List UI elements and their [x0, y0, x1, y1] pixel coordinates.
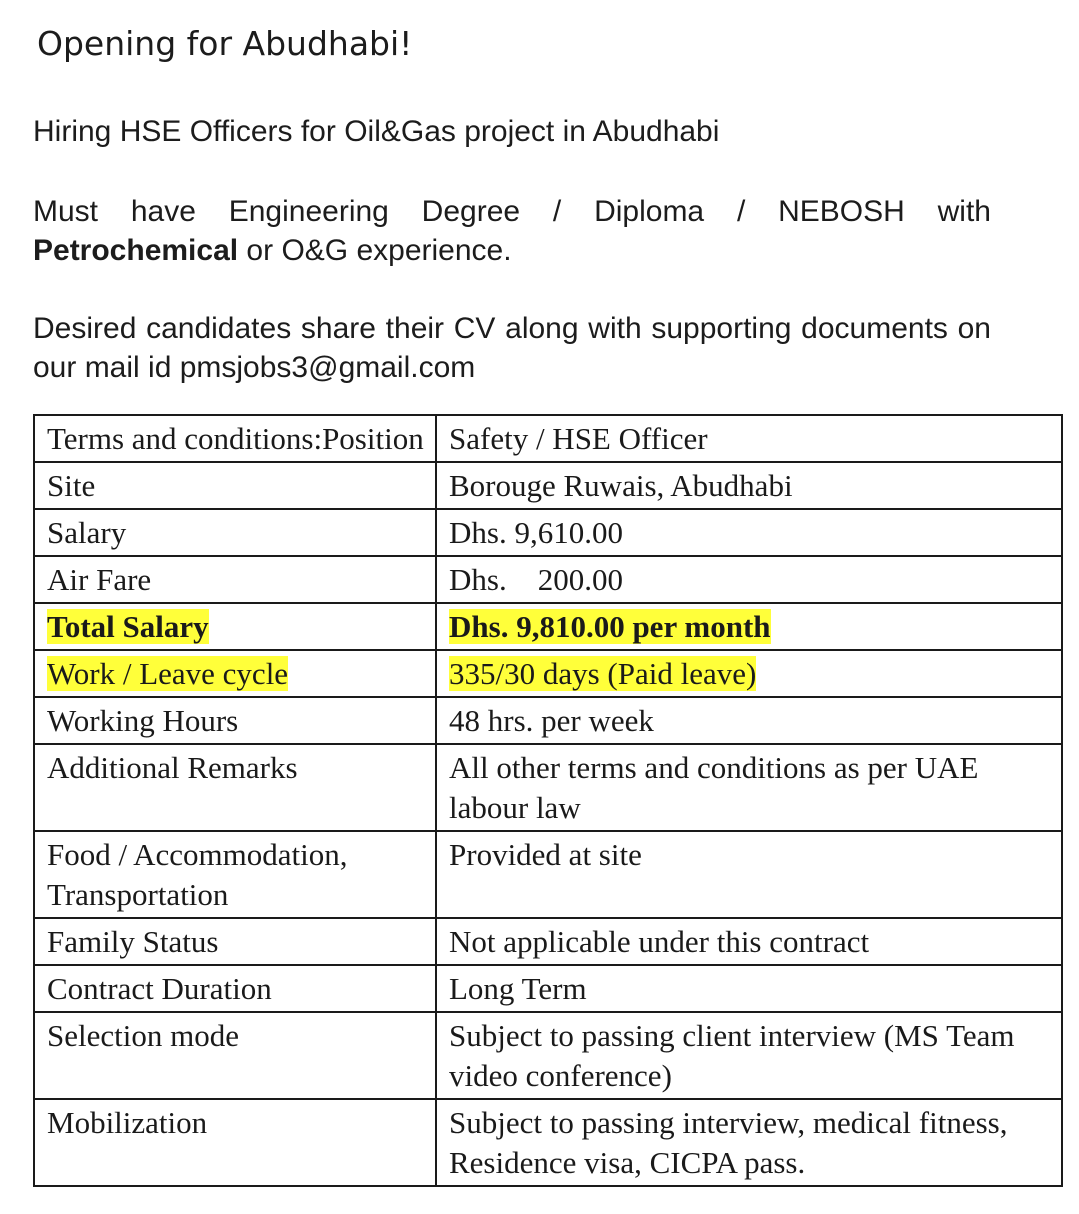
table-row	[34, 415, 1062, 462]
term-value: Dhs. 9,810.00 per month	[449, 609, 771, 644]
term-label-cell	[34, 1099, 436, 1186]
terms-table	[33, 414, 1063, 1187]
term-value-cell	[436, 603, 1062, 650]
term-value: Subject to passing client interview (MS Team video conference)	[449, 1018, 1015, 1093]
term-label-cell	[34, 556, 436, 603]
term-value-cell	[436, 1099, 1062, 1186]
table-row	[34, 697, 1062, 744]
term-label: Food / Accommodation, Transportation	[47, 837, 348, 912]
term-value-cell	[436, 556, 1062, 603]
term-value: Not applicable under this contract	[449, 924, 870, 959]
term-label: Terms and conditions:Position	[47, 421, 424, 456]
table-row	[34, 509, 1062, 556]
term-value: All other terms and conditions as per UAE labour law	[449, 750, 979, 825]
term-label-cell	[34, 462, 436, 509]
term-value-cell	[436, 415, 1062, 462]
table-row	[34, 918, 1062, 965]
term-label-cell	[34, 415, 436, 462]
term-label: Family Status	[47, 924, 219, 959]
term-value: Long Term	[449, 971, 587, 1006]
term-value: Dhs. 200.00	[449, 562, 623, 597]
requirements-paragraph	[33, 192, 991, 270]
term-label-cell	[34, 1012, 436, 1099]
term-label: Contract Duration	[47, 971, 272, 1006]
term-value: Safety / HSE Officer	[449, 421, 708, 456]
term-label: Salary	[47, 515, 127, 550]
term-label-cell	[34, 744, 436, 831]
table-row	[34, 603, 1062, 650]
term-label-cell	[34, 831, 436, 918]
term-label: Work / Leave cycle	[47, 656, 289, 691]
term-value-cell	[436, 697, 1062, 744]
requirements-text-end: or O&G experience.	[238, 234, 512, 267]
term-label: Mobilization	[47, 1105, 208, 1140]
term-value: Borouge Ruwais, Abudhabi	[449, 468, 793, 503]
table-row	[34, 556, 1062, 603]
hiring-line: Hiring HSE Officers for Oil&Gas project in Abudhabi	[33, 115, 720, 148]
table-row	[34, 1012, 1062, 1099]
requirements-text-start: Must have Engineering Degree / Diploma / NEBOSH with	[33, 195, 991, 228]
term-value-cell	[436, 650, 1062, 697]
term-value: Dhs. 9,610.00	[449, 515, 623, 550]
table-row	[34, 831, 1062, 918]
term-label: Selection mode	[47, 1018, 239, 1053]
table-row	[34, 650, 1062, 697]
term-value-cell	[436, 509, 1062, 556]
term-value: 335/30 days (Paid leave)	[449, 656, 757, 691]
term-label-cell	[34, 918, 436, 965]
term-value-cell	[436, 462, 1062, 509]
term-label: Total Salary	[47, 609, 209, 644]
term-label-cell	[34, 603, 436, 650]
term-label-cell	[34, 965, 436, 1012]
term-label: Additional Remarks	[47, 750, 298, 785]
requirements-bold-term: Petrochemical	[33, 234, 239, 267]
term-value: Provided at site	[449, 837, 642, 872]
table-row	[34, 1099, 1062, 1186]
apply-instructions: Desired candidates share their CV along with supporting documents on our mail id pmsjobs3@gmail.com	[33, 312, 991, 384]
table-row	[34, 462, 1062, 509]
page-title: Opening for Abudhabi!	[37, 24, 413, 63]
table-row	[34, 965, 1062, 1012]
term-label-cell	[34, 697, 436, 744]
term-value-cell	[436, 831, 1062, 918]
terms-table-body	[34, 415, 1062, 1186]
term-value: Subject to passing interview, medical fitness, Residence visa, CICPA pass.	[449, 1105, 1008, 1180]
term-label-cell	[34, 509, 436, 556]
term-label-cell	[34, 650, 436, 697]
term-value-cell	[436, 965, 1062, 1012]
table-row	[34, 744, 1062, 831]
term-value-cell	[436, 918, 1062, 965]
term-label: Site	[47, 468, 96, 503]
term-value-cell	[436, 1012, 1062, 1099]
term-value-cell	[436, 744, 1062, 831]
term-label: Working Hours	[47, 703, 239, 738]
term-value: 48 hrs. per week	[449, 703, 654, 738]
term-label: Air Fare	[47, 562, 152, 597]
